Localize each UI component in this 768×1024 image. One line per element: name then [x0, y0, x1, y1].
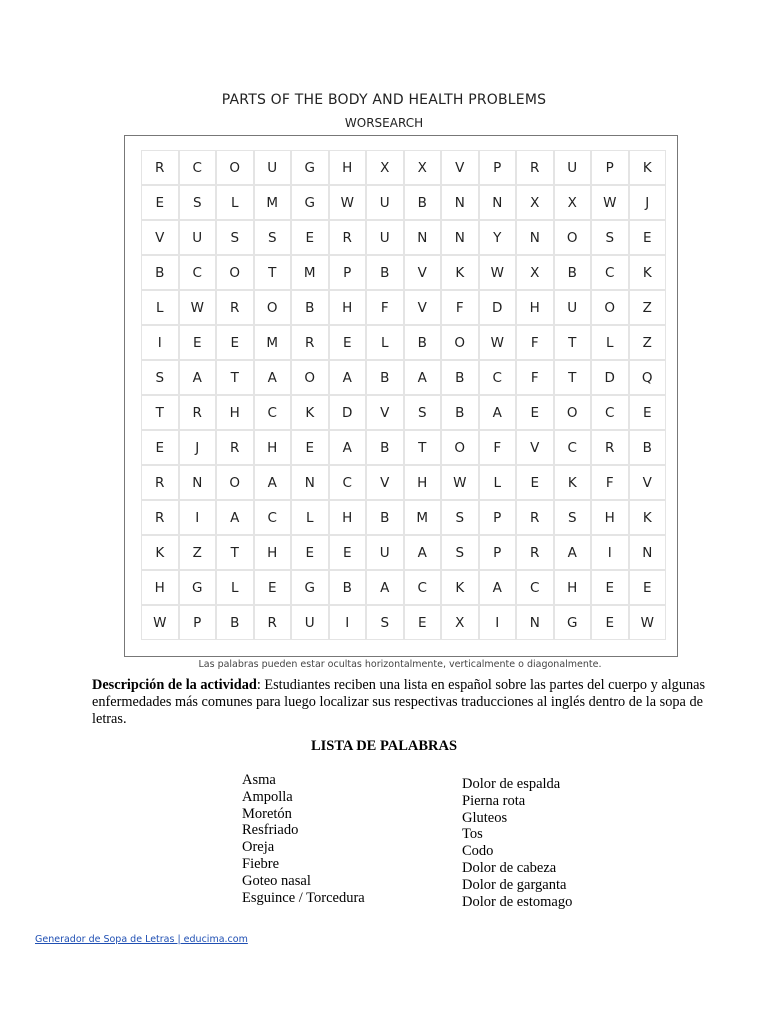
grid-cell: B [141, 255, 179, 290]
word-list-item: Codo [462, 843, 494, 860]
grid-cell: F [591, 465, 629, 500]
grid-cell: R [591, 430, 629, 465]
grid-cell: G [179, 570, 217, 605]
grid-cell: S [179, 185, 217, 220]
grid-cell: R [216, 290, 254, 325]
worksearch-title: PARTS OF THE BODY AND HEALTH PROBLEMS [221, 92, 547, 108]
word-list-item: Oreja [242, 839, 275, 856]
word-list-title: LISTA DE PALABRAS [310, 738, 458, 754]
worksearch-subtitle: WORSEARCH [344, 116, 424, 130]
grid-cell: B [291, 290, 329, 325]
grid-cell: A [254, 465, 292, 500]
grid-cell: W [629, 605, 667, 640]
grid-cell: P [479, 535, 517, 570]
grid-cell: H [254, 535, 292, 570]
grid-cell: A [479, 395, 517, 430]
grid-cell: W [141, 605, 179, 640]
grid-cell: L [479, 465, 517, 500]
grid-cell: B [329, 570, 367, 605]
grid-cell: R [516, 150, 554, 185]
grid-cell: G [291, 185, 329, 220]
grid-cell: I [591, 535, 629, 570]
grid-cell: U [554, 150, 592, 185]
grid-cell: A [554, 535, 592, 570]
grid-cell: V [404, 290, 442, 325]
word-search-frame [124, 135, 678, 657]
grid-cell: L [291, 500, 329, 535]
grid-cell: D [329, 395, 367, 430]
grid-cell: U [291, 605, 329, 640]
grid-cell: E [291, 220, 329, 255]
grid-cell: L [216, 570, 254, 605]
grid-cell: E [629, 220, 667, 255]
grid-cell: W [479, 325, 517, 360]
grid-cell: A [216, 500, 254, 535]
grid-cell: B [554, 255, 592, 290]
grid-cell: L [216, 185, 254, 220]
grid-cell: Z [629, 325, 667, 360]
grid-cell: S [441, 500, 479, 535]
grid-cell: S [554, 500, 592, 535]
word-list-item: Resfriado [242, 822, 299, 839]
grid-cell: Z [179, 535, 217, 570]
grid-cell: C [254, 395, 292, 430]
grid-cell: R [141, 465, 179, 500]
grid-cell: H [329, 150, 367, 185]
grid-cell: G [554, 605, 592, 640]
grid-cell: V [629, 465, 667, 500]
grid-cell: O [441, 430, 479, 465]
grid-cell: R [141, 500, 179, 535]
grid-cell: M [291, 255, 329, 290]
grid-cell: E [516, 395, 554, 430]
grid-cell: E [216, 325, 254, 360]
grid-cell: H [554, 570, 592, 605]
grid-cell: C [591, 255, 629, 290]
grid-cell: E [329, 535, 367, 570]
grid-cell: B [441, 395, 479, 430]
grid-cell: P [591, 150, 629, 185]
grid-cell: B [404, 325, 442, 360]
grid-cell: W [179, 290, 217, 325]
grid-cell: Y [479, 220, 517, 255]
grid-cell: Z [629, 290, 667, 325]
grid-cell: V [141, 220, 179, 255]
grid-cell: O [591, 290, 629, 325]
grid-cell: T [216, 360, 254, 395]
grid-cell: K [291, 395, 329, 430]
word-list-item: Dolor de garganta [462, 876, 567, 893]
grid-cell: R [216, 430, 254, 465]
grid-cell: S [141, 360, 179, 395]
grid-cell: E [516, 465, 554, 500]
grid-cell: G [291, 150, 329, 185]
grid-cell: P [479, 500, 517, 535]
grid-cell: S [216, 220, 254, 255]
grid-cell: X [554, 185, 592, 220]
word-list-item: Gluteos [462, 809, 508, 826]
grid-cell: C [479, 360, 517, 395]
word-list-item: Fiebre [242, 855, 280, 872]
grid-cell: H [329, 500, 367, 535]
grid-cell: B [366, 360, 404, 395]
grid-cell: T [141, 395, 179, 430]
hidden-words-note: Las palabras pueden estar ocultas horizontalmente, verticalmente o diagonalmente. [198, 659, 602, 670]
word-search-grid [141, 150, 666, 640]
word-list-item: Dolor de cabeza [462, 859, 557, 876]
grid-cell: C [179, 255, 217, 290]
grid-cell: H [591, 500, 629, 535]
grid-cell: M [254, 325, 292, 360]
grid-cell: P [329, 255, 367, 290]
grid-cell: F [441, 290, 479, 325]
grid-cell: E [591, 570, 629, 605]
grid-cell: O [254, 290, 292, 325]
grid-cell: E [141, 185, 179, 220]
grid-cell: N [404, 220, 442, 255]
grid-cell: A [404, 360, 442, 395]
grid-cell: A [479, 570, 517, 605]
grid-cell: Q [629, 360, 667, 395]
grid-cell: R [291, 325, 329, 360]
grid-cell: S [404, 395, 442, 430]
grid-cell: K [441, 255, 479, 290]
word-list-left [242, 772, 365, 906]
word-list-item: Pierna rota [462, 792, 526, 809]
grid-cell: C [254, 500, 292, 535]
grid-cell: L [366, 325, 404, 360]
grid-cell: N [441, 185, 479, 220]
grid-cell: X [404, 150, 442, 185]
word-list-item: Ampolla [242, 788, 293, 805]
grid-cell: I [179, 500, 217, 535]
grid-cell: S [591, 220, 629, 255]
grid-cell: U [366, 220, 404, 255]
grid-cell: J [179, 430, 217, 465]
grid-cell: K [441, 570, 479, 605]
grid-cell: I [329, 605, 367, 640]
grid-cell: K [629, 500, 667, 535]
grid-cell: F [516, 360, 554, 395]
grid-cell: R [254, 605, 292, 640]
grid-cell: U [179, 220, 217, 255]
grid-cell: B [366, 430, 404, 465]
description-label: Descripción de la actividad [92, 677, 257, 693]
activity-description [92, 677, 712, 728]
grid-cell: O [291, 360, 329, 395]
grid-cell: O [554, 220, 592, 255]
grid-cell: P [179, 605, 217, 640]
grid-cell: U [554, 290, 592, 325]
grid-cell: D [479, 290, 517, 325]
grid-cell: O [216, 465, 254, 500]
grid-cell: V [404, 255, 442, 290]
grid-cell: F [479, 430, 517, 465]
grid-cell: L [141, 290, 179, 325]
grid-cell: R [179, 395, 217, 430]
grid-cell: P [479, 150, 517, 185]
grid-cell: E [291, 535, 329, 570]
grid-cell: U [366, 185, 404, 220]
grid-cell: E [179, 325, 217, 360]
grid-cell: C [591, 395, 629, 430]
grid-cell: V [441, 150, 479, 185]
word-list-item: Esguince / Torcedura [242, 889, 365, 906]
grid-cell: E [254, 570, 292, 605]
grid-cell: A [254, 360, 292, 395]
word-list-item: Goteo nasal [242, 872, 311, 889]
grid-cell: C [404, 570, 442, 605]
grid-cell: N [516, 605, 554, 640]
grid-cell: B [366, 255, 404, 290]
grid-cell: F [366, 290, 404, 325]
description-text: : Estudiantes reciben una lista en español sobre las partes del cuerpo y algunas enfermedades más comunes para luego localizar sus respectivas traducciones al inglés dentro de la sopa de letras. [92, 677, 706, 727]
grid-cell: H [329, 290, 367, 325]
word-list-item: Moretón [242, 805, 292, 822]
grid-cell: B [216, 605, 254, 640]
grid-cell: E [291, 430, 329, 465]
grid-cell: R [141, 150, 179, 185]
grid-cell: R [329, 220, 367, 255]
grid-cell: O [441, 325, 479, 360]
grid-cell: X [366, 150, 404, 185]
grid-cell: E [591, 605, 629, 640]
grid-cell: O [216, 150, 254, 185]
grid-cell: N [441, 220, 479, 255]
grid-cell: O [216, 255, 254, 290]
grid-cell: T [404, 430, 442, 465]
grid-cell: O [554, 395, 592, 430]
grid-cell: N [629, 535, 667, 570]
grid-cell: A [366, 570, 404, 605]
grid-cell: W [441, 465, 479, 500]
grid-cell: C [554, 430, 592, 465]
grid-cell: S [254, 220, 292, 255]
word-list-item: Dolor de espalda [462, 776, 561, 792]
grid-cell: K [141, 535, 179, 570]
grid-cell: C [329, 465, 367, 500]
grid-cell: N [179, 465, 217, 500]
word-list-right [462, 776, 572, 910]
grid-cell: D [591, 360, 629, 395]
grid-cell: M [254, 185, 292, 220]
grid-cell: A [329, 360, 367, 395]
grid-cell: W [591, 185, 629, 220]
grid-cell: N [516, 220, 554, 255]
grid-cell: H [254, 430, 292, 465]
grid-cell: T [216, 535, 254, 570]
grid-cell: V [366, 465, 404, 500]
grid-cell: A [404, 535, 442, 570]
grid-cell: I [141, 325, 179, 360]
grid-cell: X [441, 605, 479, 640]
grid-cell: T [554, 360, 592, 395]
grid-cell: B [404, 185, 442, 220]
grid-cell: F [516, 325, 554, 360]
grid-cell: E [629, 570, 667, 605]
grid-cell: K [554, 465, 592, 500]
grid-cell: J [629, 185, 667, 220]
grid-cell: K [629, 150, 667, 185]
grid-cell: W [329, 185, 367, 220]
grid-cell: A [179, 360, 217, 395]
grid-cell: N [479, 185, 517, 220]
grid-cell: E [404, 605, 442, 640]
grid-cell: X [516, 185, 554, 220]
grid-cell: H [516, 290, 554, 325]
grid-cell: V [516, 430, 554, 465]
grid-cell: A [329, 430, 367, 465]
grid-cell: E [629, 395, 667, 430]
grid-cell: L [591, 325, 629, 360]
grid-cell: E [141, 430, 179, 465]
grid-cell: R [516, 535, 554, 570]
grid-cell: U [366, 535, 404, 570]
grid-cell: H [141, 570, 179, 605]
grid-cell: T [554, 325, 592, 360]
grid-cell: I [479, 605, 517, 640]
grid-cell: B [629, 430, 667, 465]
grid-cell: S [441, 535, 479, 570]
grid-cell: G [291, 570, 329, 605]
grid-cell: B [366, 500, 404, 535]
grid-cell: V [366, 395, 404, 430]
grid-cell: C [179, 150, 217, 185]
grid-cell: B [441, 360, 479, 395]
grid-cell: W [479, 255, 517, 290]
grid-cell: E [329, 325, 367, 360]
grid-cell: S [366, 605, 404, 640]
word-list-item: Asma [242, 772, 276, 788]
grid-cell: U [254, 150, 292, 185]
word-list-item: Tos [462, 826, 483, 843]
grid-cell: M [404, 500, 442, 535]
grid-cell: C [516, 570, 554, 605]
grid-cell: H [216, 395, 254, 430]
grid-cell: X [516, 255, 554, 290]
grid-cell: K [629, 255, 667, 290]
grid-cell: R [516, 500, 554, 535]
grid-cell: T [254, 255, 292, 290]
grid-cell: N [291, 465, 329, 500]
generator-link[interactable]: Generador de Sopa de Letras | educima.com [35, 934, 248, 945]
grid-cell: H [404, 465, 442, 500]
word-list-item: Dolor de estomago [462, 893, 573, 910]
